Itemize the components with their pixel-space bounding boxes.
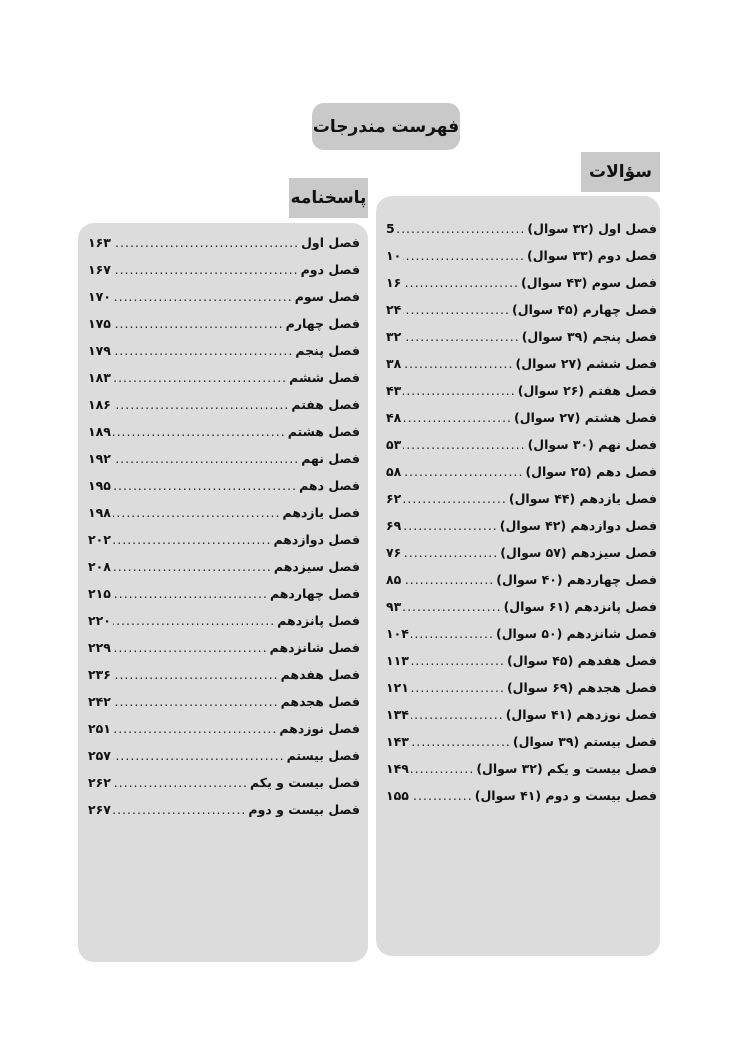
dot-leader <box>113 613 275 628</box>
toc-row[interactable] <box>88 505 360 532</box>
dot-leader <box>403 437 525 452</box>
toc-entry-label: فصل پانزدهم (۶۱ سوال) <box>503 599 657 614</box>
dot-leader <box>403 356 513 371</box>
toc-entry-label: فصل نوزدهم (۴۱ سوال) <box>505 707 657 722</box>
toc-row[interactable] <box>386 680 657 707</box>
questions-toc-list <box>386 221 657 815</box>
toc-entry-label: فصل هفدهم (۴۵ سوال) <box>506 653 657 668</box>
toc-entry-label: فصل بیست و دوم (۴۱ سوال) <box>474 788 657 803</box>
toc-entry-page-number: ۶۹ <box>386 518 402 533</box>
dot-leader <box>403 410 512 425</box>
toc-row[interactable] <box>386 356 657 383</box>
dot-leader <box>403 248 525 263</box>
toc-row[interactable] <box>386 302 657 329</box>
toc-entry-page-number: 5 <box>386 221 395 236</box>
dot-leader <box>113 370 287 385</box>
dot-leader <box>113 586 268 601</box>
toc-row[interactable] <box>88 640 360 667</box>
toc-entry-page-number: ۶۲ <box>386 491 402 506</box>
toc-entry-label: فصل شانزدهم <box>269 640 360 655</box>
toc-row[interactable] <box>386 518 657 545</box>
toc-entry-page-number: ۱۹۲ <box>88 451 111 466</box>
toc-entry-page-number: ۱۶ <box>386 275 402 290</box>
toc-entry-label: فصل بیستم (۳۹ سوال) <box>512 734 657 749</box>
toc-entry-label: فصل هشتم <box>287 424 360 439</box>
dot-leader <box>113 667 279 682</box>
toc-entry-label: فصل بیست و یکم <box>250 775 360 790</box>
dot-leader <box>403 491 507 506</box>
toc-entry-label: فصل سیزدهم (۵۷ سوال) <box>500 545 657 560</box>
toc-entry-label: فصل دوازدهم <box>273 532 360 547</box>
toc-entry-page-number: ۱۸۶ <box>88 397 111 412</box>
toc-entry-label: فصل دهم <box>299 478 360 493</box>
toc-row[interactable] <box>88 694 360 721</box>
dot-leader <box>403 302 510 317</box>
toc-entry-label: فصل ششم <box>289 370 360 385</box>
dot-leader <box>403 599 501 614</box>
dot-leader <box>113 775 248 790</box>
toc-entry-page-number: ۱۴۳ <box>386 734 409 749</box>
toc-row[interactable] <box>386 491 657 518</box>
toc-entry-label: فصل پنجم <box>295 343 360 358</box>
toc-entry-label: فصل اول <box>301 235 360 250</box>
toc-row[interactable] <box>88 397 360 424</box>
dot-leader <box>113 748 285 763</box>
toc-row[interactable] <box>386 545 657 572</box>
toc-entry-page-number: ۲۵۱ <box>88 721 111 736</box>
toc-row[interactable] <box>386 599 657 626</box>
toc-row[interactable] <box>386 734 657 761</box>
toc-entry-page-number: ۴۳ <box>386 383 402 398</box>
questions-heading-text: سؤالات <box>589 162 652 182</box>
toc-row[interactable] <box>386 653 657 680</box>
toc-row[interactable] <box>88 235 360 262</box>
dot-leader <box>403 464 523 479</box>
dot-leader <box>411 788 473 803</box>
toc-entry-page-number: ۲۰۲ <box>88 532 111 547</box>
toc-entry-page-number: ۲۶۷ <box>88 802 111 817</box>
toc-entry-page-number: ۱۹۸ <box>88 505 111 520</box>
answers-heading-text: پاسخنامه <box>290 188 367 208</box>
toc-row[interactable] <box>88 559 360 586</box>
dot-leader <box>403 275 519 290</box>
dot-leader <box>113 289 293 304</box>
toc-row[interactable] <box>88 424 360 451</box>
dot-leader <box>113 694 279 709</box>
toc-entry-label: فصل بیست و یکم (۳۲ سوال) <box>476 761 657 776</box>
dot-leader <box>113 802 247 817</box>
toc-entry-label: فصل نهم <box>301 451 360 466</box>
toc-entry-page-number: ۱۶۳ <box>88 235 111 250</box>
toc-row[interactable] <box>386 221 657 248</box>
toc-entry-label: فصل نوزدهم <box>279 721 360 736</box>
toc-entry-page-number: ۱۶۷ <box>88 262 111 277</box>
dot-leader <box>113 316 284 331</box>
toc-row[interactable] <box>386 275 657 302</box>
dot-leader <box>411 680 505 695</box>
toc-entry-label: فصل سوم <box>294 289 360 304</box>
toc-entry-label: فصل بیستم <box>286 748 360 763</box>
toc-entry-label: فصل بیست و دوم <box>248 802 360 817</box>
dot-leader <box>113 262 299 277</box>
toc-entry-page-number: ۱۴۹ <box>386 761 409 776</box>
toc-entry-label: فصل چهاردهم (۴۰ سوال) <box>496 572 657 587</box>
toc-entry-label: فصل سیزدهم <box>273 559 360 574</box>
toc-entry-label: فصل دوم (۳۳ سوال) <box>526 248 657 263</box>
toc-entry-label: فصل هفتم <box>291 397 360 412</box>
toc-entry-page-number: ۳۸ <box>386 356 402 371</box>
toc-row[interactable] <box>386 464 657 491</box>
toc-entry-page-number: ۱۰۴ <box>386 626 409 641</box>
toc-row[interactable] <box>88 451 360 478</box>
toc-entry-page-number: ۵۳ <box>386 437 402 452</box>
toc-row[interactable] <box>88 478 360 505</box>
toc-entry-page-number: ۱۸۳ <box>88 370 111 385</box>
dot-leader <box>113 235 299 250</box>
toc-row[interactable] <box>386 761 657 788</box>
toc-entry-page-number: ۳۲ <box>386 329 402 344</box>
toc-row[interactable] <box>88 370 360 397</box>
dot-leader <box>113 532 272 547</box>
answers-section-heading <box>289 178 368 218</box>
toc-entry-page-number: ۲۳۶ <box>88 667 111 682</box>
toc-entry-page-number: ۷۶ <box>386 545 402 560</box>
toc-row[interactable] <box>88 532 360 559</box>
toc-entry-label: فصل دوم <box>300 262 360 277</box>
dot-leader <box>403 383 515 398</box>
toc-row[interactable] <box>88 748 360 775</box>
toc-entry-label: فصل سوم (۴۳ سوال) <box>521 275 657 290</box>
toc-entry-label: فصل دوازدهم (۴۲ سوال) <box>499 518 657 533</box>
dot-leader <box>113 505 281 520</box>
dot-leader <box>113 397 290 412</box>
toc-entry-label: فصل شانزدهم (۵۰ سوال) <box>495 626 657 641</box>
toc-entry-page-number: ۱۵۵ <box>386 788 409 803</box>
toc-entry-label: فصل اول (۳۲ سوال) <box>527 221 657 236</box>
dot-leader <box>113 640 268 655</box>
toc-row[interactable] <box>88 316 360 343</box>
dot-leader <box>411 734 511 749</box>
toc-entry-page-number: ۱۷۵ <box>88 316 111 331</box>
toc-entry-label: فصل چهاردهم <box>269 586 360 601</box>
toc-row[interactable] <box>386 410 657 437</box>
toc-entry-label: فصل هجدهم (۶۹ سوال) <box>506 680 657 695</box>
dot-leader <box>411 626 494 641</box>
toc-row[interactable] <box>386 248 657 275</box>
toc-entry-label: فصل یازدهم <box>282 505 360 520</box>
toc-row[interactable] <box>88 802 360 829</box>
toc-entry-page-number: ۱۷۹ <box>88 343 111 358</box>
toc-row[interactable] <box>88 343 360 370</box>
toc-entry-page-number: ۲۴ <box>386 302 402 317</box>
answers-toc-list <box>88 235 360 829</box>
toc-entry-page-number: ۱۹۵ <box>88 478 111 493</box>
dot-leader <box>403 329 519 344</box>
toc-entry-label: فصل هفتم (۲۶ سوال) <box>517 383 657 398</box>
toc-entry-page-number: ۲۲۰ <box>88 613 111 628</box>
toc-row[interactable] <box>88 667 360 694</box>
toc-entry-page-number: ۱۱۳ <box>386 653 409 668</box>
toc-entry-label: فصل پنجم (۳۹ سوال) <box>521 329 657 344</box>
toc-entry-page-number: ۵۸ <box>386 464 402 479</box>
toc-entry-label: فصل هشتم (۲۷ سوال) <box>514 410 657 425</box>
toc-row[interactable] <box>386 626 657 653</box>
dot-leader <box>113 424 286 439</box>
toc-entry-label: فصل چهارم (۴۵ سوال) <box>512 302 657 317</box>
toc-entry-page-number: ۱۰ <box>386 248 402 263</box>
toc-entry-page-number: ۲۴۲ <box>88 694 111 709</box>
toc-row[interactable] <box>88 721 360 748</box>
toc-entry-label: فصل چهارم <box>285 316 360 331</box>
dot-leader <box>403 545 498 560</box>
toc-entry-page-number: ۱۲۱ <box>386 680 409 695</box>
page-title-text: فهرست مندرجات <box>312 116 460 137</box>
toc-entry-page-number: ۲۱۵ <box>88 586 111 601</box>
dot-leader <box>403 518 498 533</box>
toc-row[interactable] <box>386 707 657 734</box>
toc-entry-page-number: ۱۳۴ <box>386 707 409 722</box>
toc-entry-page-number: ۹۳ <box>386 599 402 614</box>
toc-row[interactable] <box>386 329 657 356</box>
dot-leader <box>113 721 277 736</box>
toc-entry-page-number: ۱۸۹ <box>88 424 111 439</box>
toc-entry-page-number: ۲۰۸ <box>88 559 111 574</box>
toc-row[interactable] <box>386 437 657 464</box>
toc-entry-label: فصل هفدهم <box>280 667 360 682</box>
page-title <box>312 103 460 150</box>
dot-leader <box>113 559 272 574</box>
toc-entry-page-number: ۱۷۰ <box>88 289 111 304</box>
toc-row[interactable] <box>88 775 360 802</box>
dot-leader <box>403 572 494 587</box>
toc-entry-page-number: ۲۲۹ <box>88 640 111 655</box>
toc-entry-label: فصل دهم (۲۵ سوال) <box>525 464 657 479</box>
toc-row[interactable] <box>386 788 657 815</box>
toc-entry-page-number: ۴۸ <box>386 410 402 425</box>
toc-entry-label: فصل یازدهم (۴۴ سوال) <box>508 491 657 506</box>
dot-leader <box>397 221 526 236</box>
toc-entry-page-number: ۸۵ <box>386 572 402 587</box>
dot-leader <box>113 343 293 358</box>
dot-leader <box>411 761 474 776</box>
questions-section-heading <box>581 152 660 192</box>
toc-entry-label: فصل پانزدهم <box>277 613 360 628</box>
toc-row[interactable] <box>88 262 360 289</box>
toc-row[interactable] <box>88 289 360 316</box>
toc-row[interactable] <box>386 383 657 410</box>
toc-row[interactable] <box>88 586 360 613</box>
dot-leader <box>411 707 504 722</box>
dot-leader <box>113 451 299 466</box>
dot-leader <box>113 478 297 493</box>
toc-entry-page-number: ۲۵۷ <box>88 748 111 763</box>
dot-leader <box>411 653 505 668</box>
toc-entry-label: فصل هجدهم <box>280 694 360 709</box>
toc-entry-page-number: ۲۶۲ <box>88 775 111 790</box>
toc-entry-label: فصل نهم (۳۰ سوال) <box>527 437 657 452</box>
toc-row[interactable] <box>88 613 360 640</box>
toc-row[interactable] <box>386 572 657 599</box>
toc-entry-label: فصل ششم (۲۷ سوال) <box>515 356 657 371</box>
